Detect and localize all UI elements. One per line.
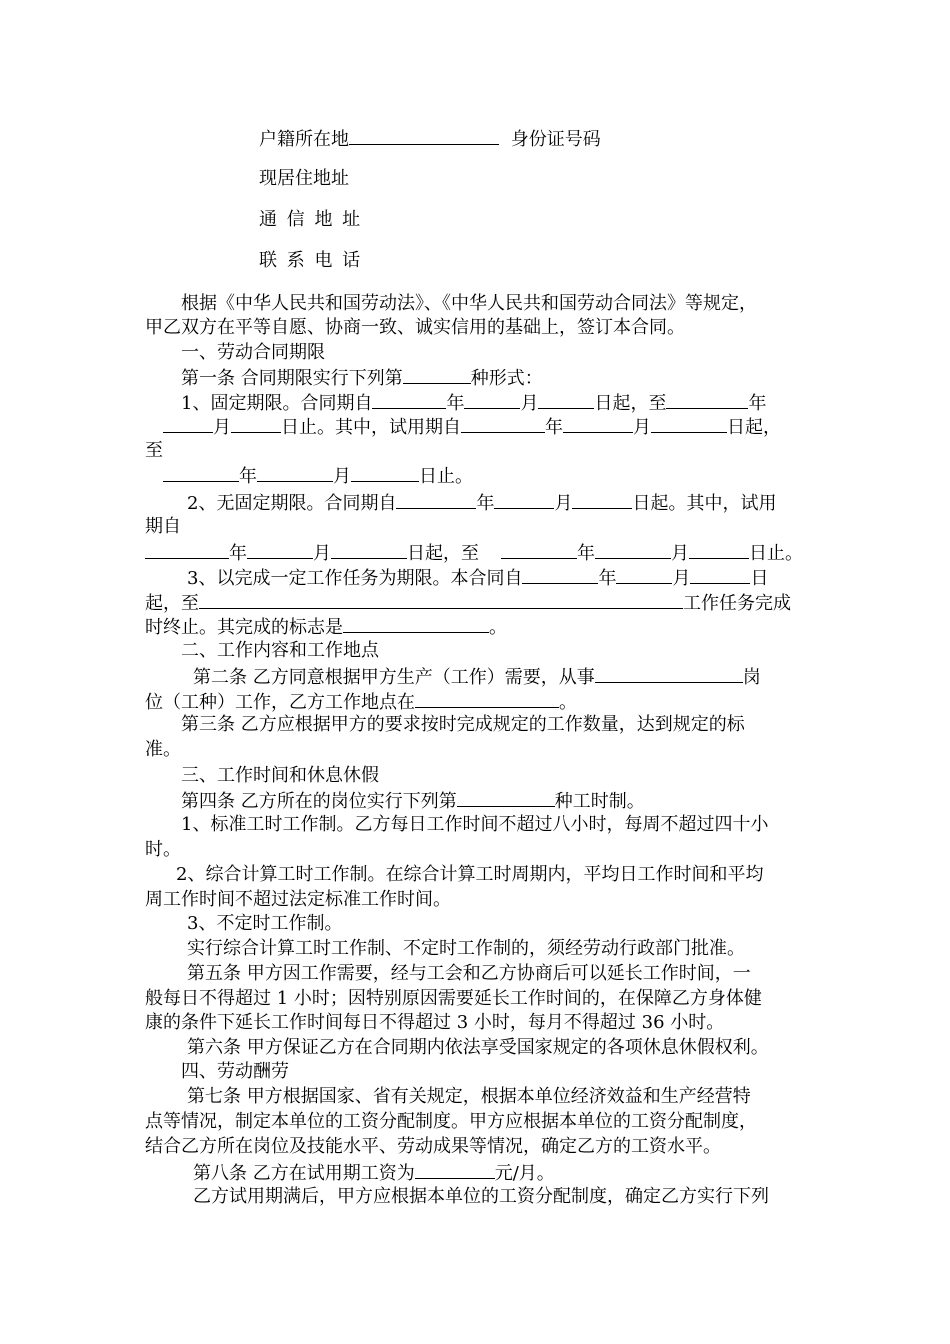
fixed-term-line-2 bbox=[163, 414, 781, 440]
blank[interactable] bbox=[690, 565, 750, 584]
marker-blank[interactable] bbox=[343, 614, 489, 633]
workplace-label: 位（工种）工作，乙方工作地点在 bbox=[145, 692, 415, 713]
article-5-line-3: 康的条件下延长工作时间每日不得超过 3 小时，每月不得超过 36 小时。 bbox=[145, 1012, 725, 1033]
section-2-title: 二、工作内容和工作地点 bbox=[181, 640, 379, 661]
month-label: 月 bbox=[671, 543, 689, 564]
article-2-line-2 bbox=[145, 689, 577, 715]
blank[interactable] bbox=[464, 390, 520, 409]
task-marker-label: 时终止。其完成的标志是 bbox=[145, 617, 343, 638]
mail-address-label: 通 信 地 址 bbox=[259, 209, 363, 230]
article-3-line-2: 准。 bbox=[145, 739, 181, 760]
fixed-term-label: 1、固定期限。合同期自 bbox=[181, 393, 373, 414]
article-2-line-1 bbox=[193, 664, 761, 690]
article-8 bbox=[193, 1160, 555, 1186]
standard-hours-line-1: 1、标准工时工作制。乙方每日工作时间不超过八小时，每周不超过四十小 bbox=[181, 814, 769, 835]
article-4-text: 第四条 乙方所在的岗位实行下列第 bbox=[181, 791, 457, 812]
month-label: 月 bbox=[672, 568, 691, 589]
section-3-title: 三、工作时间和休息休假 bbox=[181, 765, 379, 786]
year-label: 年 bbox=[229, 543, 247, 564]
intro-line-1: 根据《中华人民共和国劳动法》、《中华人民共和国劳动合同法》等规定， bbox=[181, 293, 757, 314]
open-term-line-2: 期自 bbox=[145, 516, 181, 537]
blank[interactable] bbox=[163, 463, 239, 482]
task-term-line-1 bbox=[187, 565, 768, 591]
blank[interactable] bbox=[461, 414, 545, 433]
year-label: 年 bbox=[598, 568, 617, 589]
year-label: 年 bbox=[545, 417, 563, 438]
article-2-text: 第二条 乙方同意根据甲方生产（工作）需要，从事 bbox=[193, 667, 595, 688]
phone-line bbox=[259, 249, 362, 273]
post-label: 岗 bbox=[742, 667, 761, 688]
day-label: 日起，至 bbox=[407, 543, 479, 564]
month-label: 月 bbox=[213, 417, 231, 438]
wage-unit-label: 元/月。 bbox=[494, 1163, 555, 1184]
day-end-label: 日止。 bbox=[419, 466, 473, 487]
open-term-line-3 bbox=[145, 540, 803, 566]
blank[interactable] bbox=[247, 540, 313, 559]
blank[interactable] bbox=[145, 540, 229, 559]
comprehensive-hours-line-1: 2、综合计算工时工作制。在综合计算工时周期内，平均日工作时间和平均 bbox=[176, 864, 764, 885]
day-label: 日 bbox=[750, 568, 769, 589]
open-term-label: 2、无固定期限。合同期自 bbox=[187, 493, 397, 514]
article-4 bbox=[181, 788, 645, 814]
task-term-line-2 bbox=[145, 590, 791, 616]
article-1 bbox=[181, 365, 543, 391]
day-label: 日起， bbox=[727, 417, 781, 438]
article-5-line-1: 第五条 甲方因工作需要，经与工会和乙方协商后可以延长工作时间，一 bbox=[187, 963, 751, 984]
task-term-line-3 bbox=[145, 614, 507, 640]
intro-line-2: 甲乙双方在平等自愿、协商一致、诚实信用的基础上，签订本合同。 bbox=[145, 317, 685, 338]
residence-label: 现居住地址 bbox=[259, 168, 349, 189]
phone-label: 联 系 电 话 bbox=[259, 250, 363, 271]
blank[interactable] bbox=[538, 390, 594, 409]
section-4-title: 四、劳动酬劳 bbox=[181, 1061, 289, 1082]
probation-label: 日起。其中，试用 bbox=[632, 493, 777, 514]
task-complete-label: 工作任务完成 bbox=[683, 593, 791, 614]
month-label: 月 bbox=[554, 493, 573, 514]
form-number-blank[interactable] bbox=[403, 365, 471, 384]
blank[interactable] bbox=[522, 565, 598, 584]
probation-wage-blank[interactable] bbox=[415, 1160, 495, 1179]
month-label: 月 bbox=[520, 393, 539, 414]
period: 。 bbox=[489, 617, 507, 638]
blank[interactable] bbox=[616, 565, 672, 584]
fixed-term-line-3 bbox=[145, 439, 163, 463]
article-7-line-3: 结合乙方所在岗位及技能水平、劳动成果等情况，确定乙方的工资水平。 bbox=[145, 1136, 721, 1157]
blank[interactable] bbox=[689, 540, 749, 559]
workplace-blank[interactable] bbox=[415, 689, 559, 708]
month-label: 月 bbox=[333, 466, 351, 487]
blank[interactable] bbox=[257, 463, 333, 482]
blank[interactable] bbox=[666, 390, 748, 409]
article-6: 第六条 甲方保证乙方在合同期内依法享受国家规定的各项休息休假权利。 bbox=[187, 1037, 769, 1058]
blank[interactable] bbox=[331, 540, 407, 559]
blank[interactable] bbox=[501, 540, 577, 559]
blank[interactable] bbox=[494, 490, 554, 509]
article-1-text: 第一条 合同期限实行下列第 bbox=[181, 368, 403, 389]
blank[interactable] bbox=[595, 540, 671, 559]
blank[interactable] bbox=[231, 414, 281, 433]
month-label: 月 bbox=[313, 543, 331, 564]
article-5-line-2: 般每日不得超过 1 小时；因特别原因需要延长工作时间的，在保障乙方身体健 bbox=[145, 988, 762, 1009]
article-8-continued: 乙方试用期满后，甲方应根据本单位的工资分配制度，确定乙方实行下列 bbox=[193, 1186, 769, 1207]
hours-system-blank[interactable] bbox=[457, 788, 555, 807]
approval-line: 实行综合计算工时工作制、不定时工作制的，须经劳动行政部门批准。 bbox=[187, 938, 745, 959]
task-to-label: 起，至 bbox=[145, 593, 199, 614]
fixed-term-line-1 bbox=[181, 390, 766, 416]
period: 。 bbox=[559, 692, 577, 713]
probation-label: 日止。其中，试用期自 bbox=[281, 417, 461, 438]
hukou-line bbox=[259, 126, 601, 152]
residence-line bbox=[259, 167, 349, 191]
hukou-blank[interactable] bbox=[349, 126, 499, 145]
task-term-label: 3、以完成一定工作任务为期限。本合同自 bbox=[187, 568, 523, 589]
article-1-suffix: 种形式： bbox=[470, 368, 543, 389]
blank[interactable] bbox=[351, 463, 419, 482]
task-blank[interactable] bbox=[199, 590, 683, 609]
blank[interactable] bbox=[563, 414, 633, 433]
article-7-line-2: 点等情况，制定本单位的工资分配制度。甲方应根据本单位的工资分配制度， bbox=[145, 1111, 757, 1132]
article-3-line-1: 第三条 乙方应根据甲方的要求按时完成规定的工作数量，达到规定的标 bbox=[181, 714, 745, 735]
article-7-line-1: 第七条 甲方根据国家、省有关规定，根据本单位经济效益和生产经营特 bbox=[187, 1086, 751, 1107]
comprehensive-hours-line-2: 周工作时间不超过法定标准工作时间。 bbox=[145, 889, 451, 910]
year-label: 年 bbox=[476, 493, 495, 514]
post-blank[interactable] bbox=[595, 664, 743, 683]
mail-line bbox=[259, 208, 362, 232]
month-label: 月 bbox=[633, 417, 651, 438]
year-label: 年 bbox=[748, 393, 767, 414]
article-8-text: 第八条 乙方在试用期工资为 bbox=[193, 1163, 415, 1184]
open-term-line-1 bbox=[187, 490, 776, 516]
id-number-label: 身份证号码 bbox=[510, 129, 601, 150]
to-label: 至 bbox=[145, 440, 163, 461]
blank[interactable] bbox=[372, 390, 446, 409]
blank[interactable] bbox=[651, 414, 727, 433]
blank[interactable] bbox=[396, 490, 476, 509]
year-label: 年 bbox=[446, 393, 465, 414]
section-1-title: 一、劳动合同期限 bbox=[181, 342, 325, 363]
fixed-term-line-4 bbox=[163, 463, 473, 489]
hukou-label: 户籍所在地 bbox=[259, 129, 349, 150]
year-label: 年 bbox=[577, 543, 595, 564]
day-label: 日起，至 bbox=[594, 393, 667, 414]
day-end-label: 日止。 bbox=[749, 543, 803, 564]
blank[interactable] bbox=[163, 414, 213, 433]
blank[interactable] bbox=[572, 490, 632, 509]
article-4-suffix: 种工时制。 bbox=[554, 791, 645, 812]
standard-hours-line-2: 时。 bbox=[145, 839, 181, 860]
flexible-hours-line: 3、不定时工作制。 bbox=[187, 913, 343, 934]
year-label: 年 bbox=[239, 466, 257, 487]
